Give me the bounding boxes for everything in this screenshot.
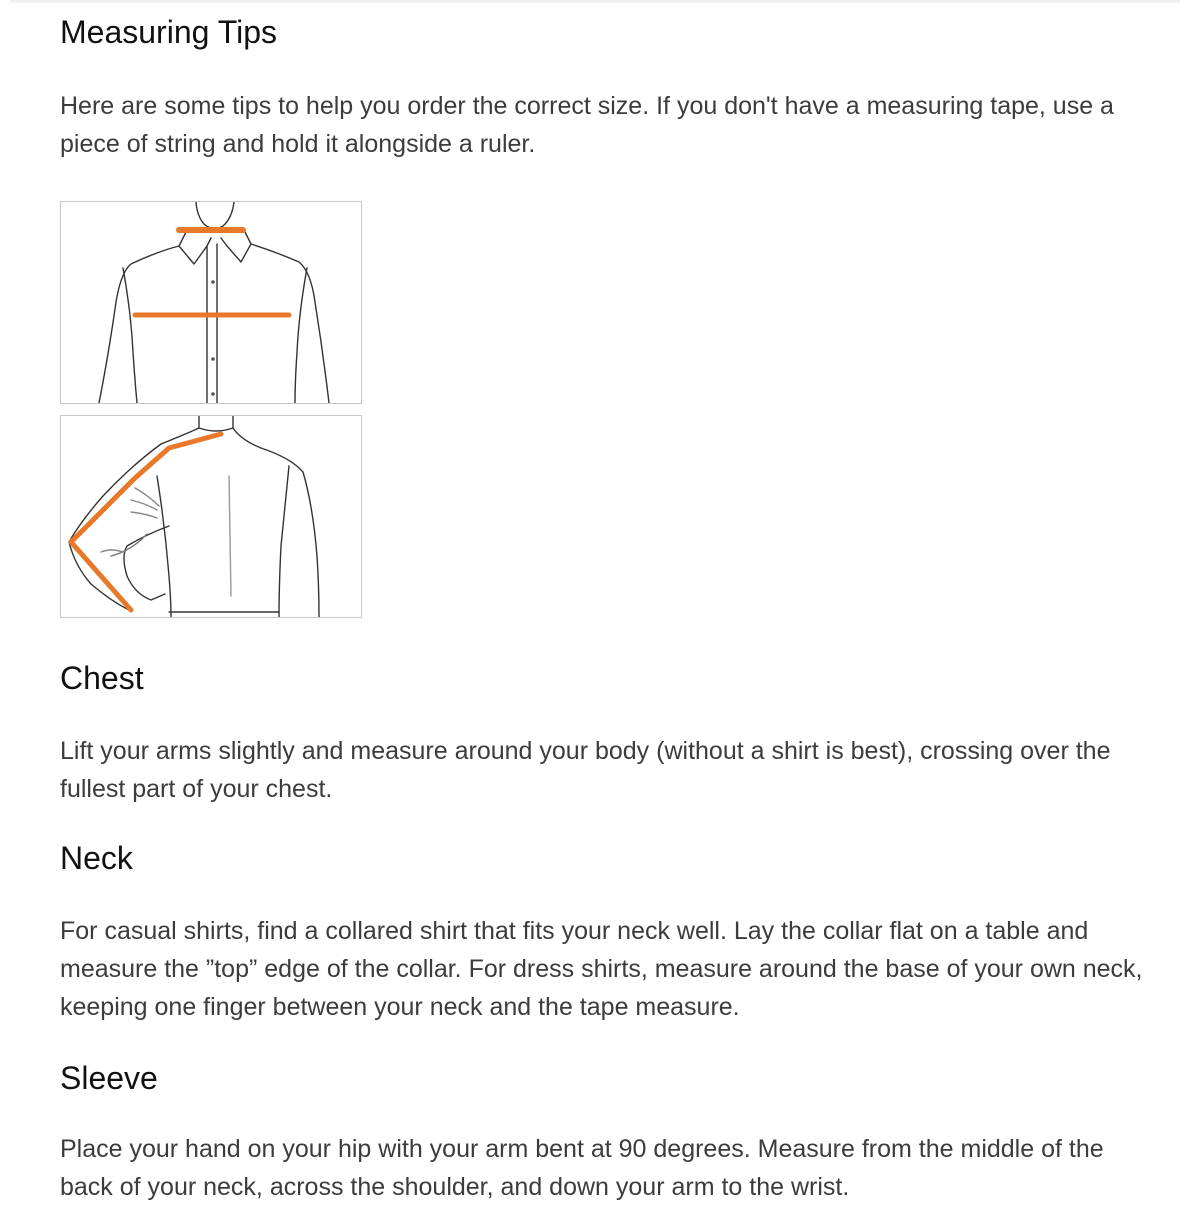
page-title: Measuring Tips (60, 14, 277, 50)
section-title-sleeve: Sleeve (60, 1060, 158, 1096)
top-divider (10, 0, 1180, 3)
shirt-back-sleeve-measure-icon (61, 416, 361, 617)
shirt-front-illustration (60, 201, 362, 404)
section-text-chest: Lift your arms slightly and measure around your body (without a shirt is best), crossing over the fullest part of your chest. (60, 737, 1111, 803)
sleeve-measure-line (71, 434, 221, 610)
intro-text: Here are some tips to help you order the correct size. If you don't have a measuring tape, use a piece of string and hold it alongside a ruler. (60, 92, 1114, 158)
button-dot (211, 357, 215, 361)
section-text-sleeve: Place your hand on your hip with your arm bent at 90 degrees. Measure from the middle of the back of your neck, across the shoulder, and down your arm to the wrist. (60, 1135, 1104, 1201)
section-title-neck: Neck (60, 840, 133, 876)
section-text-neck: For casual shirts, find a collared shirt that fits your neck well. Lay the collar flat on a table and measure the ”top” edge of the collar. For dress shirts, measure around the base of your own neck, keeping one finger between your neck and the tape measure. (60, 917, 1143, 1021)
shirt-front-measure-icon (61, 202, 361, 403)
shirt-back-illustration (60, 415, 362, 618)
button-dot (211, 280, 215, 284)
section-title-chest: Chest (60, 660, 144, 696)
button-dot (211, 392, 215, 396)
